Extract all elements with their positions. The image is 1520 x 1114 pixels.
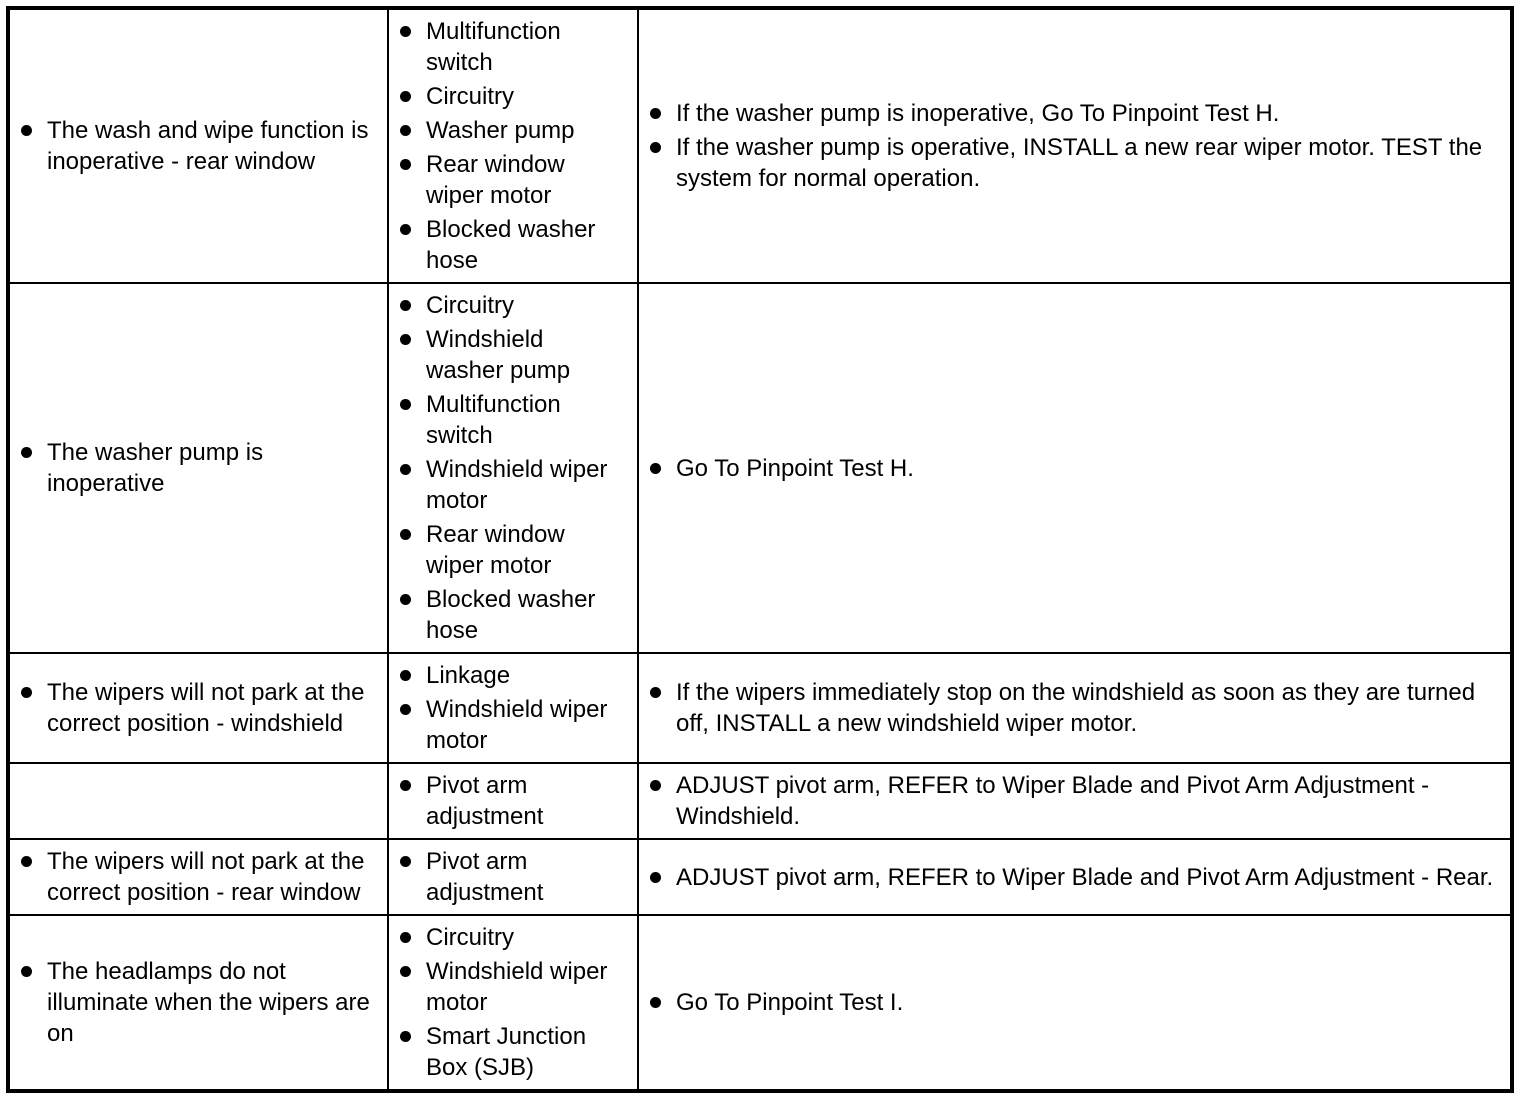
action-list (649, 862, 1500, 893)
table-row (8, 8, 1512, 283)
table-row (8, 283, 1512, 653)
condition-cell (8, 283, 388, 653)
bullet-item: Rear window wiper motor (399, 149, 627, 211)
condition-cell (8, 915, 388, 1091)
bullet-item: Circuitry (399, 81, 627, 112)
bullet-item: If the wipers immediately stop on the windshield as soon as they are turned off, INSTALL a new windshield wiper motor. (649, 677, 1500, 739)
bullet-item: Multifunction switch (399, 16, 627, 78)
condition-list (20, 115, 377, 177)
possible-sources-cell (388, 653, 638, 763)
condition-cell-empty (8, 763, 388, 839)
action-cell (638, 839, 1512, 915)
bullet-item: Washer pump (399, 115, 627, 146)
condition-cell (8, 839, 388, 915)
bullet-item: The wipers will not park at the correct position - rear window (20, 846, 377, 908)
diagnostics-table-body (8, 8, 1512, 1091)
bullet-item: Blocked washer hose (399, 584, 627, 646)
bullet-item: Circuitry (399, 290, 627, 321)
bullet-item: Windshield wiper motor (399, 956, 627, 1018)
action-list (649, 98, 1500, 194)
condition-list (20, 846, 377, 908)
bullet-item: Go To Pinpoint Test I. (649, 987, 1500, 1018)
possible-sources-cell (388, 283, 638, 653)
table-row (8, 915, 1512, 1091)
table-row (8, 763, 1512, 839)
action-list (649, 453, 1500, 484)
bullet-item: If the washer pump is operative, INSTALL a new rear wiper motor. TEST the system for normal operation. (649, 132, 1500, 194)
possible-sources-list (399, 846, 627, 908)
possible-sources-cell (388, 763, 638, 839)
condition-list (20, 956, 377, 1049)
bullet-item: The washer pump is inoperative (20, 437, 377, 499)
bullet-item: ADJUST pivot arm, REFER to Wiper Blade and Pivot Arm Adjustment - Windshield. (649, 770, 1500, 832)
action-cell (638, 283, 1512, 653)
possible-sources-list (399, 922, 627, 1083)
condition-cell (8, 8, 388, 283)
bullet-item: Smart Junction Box (SJB) (399, 1021, 627, 1083)
bullet-item: Linkage (399, 660, 627, 691)
bullet-item: The wipers will not park at the correct position - windshield (20, 677, 377, 739)
bullet-item: Blocked washer hose (399, 214, 627, 276)
bullet-item: Windshield washer pump (399, 324, 627, 386)
possible-sources-list (399, 660, 627, 756)
possible-sources-list (399, 16, 627, 276)
bullet-item: Go To Pinpoint Test H. (649, 453, 1500, 484)
bullet-item: Multifunction switch (399, 389, 627, 451)
possible-sources-list (399, 770, 627, 832)
diagnostics-table (6, 6, 1514, 1093)
bullet-item: Pivot arm adjustment (399, 770, 627, 832)
possible-sources-cell (388, 839, 638, 915)
table-row (8, 839, 1512, 915)
action-cell (638, 653, 1512, 763)
possible-sources-cell (388, 915, 638, 1091)
bullet-item: Circuitry (399, 922, 627, 953)
bullet-item: Windshield wiper motor (399, 454, 627, 516)
action-cell (638, 763, 1512, 839)
bullet-item: Windshield wiper motor (399, 694, 627, 756)
possible-sources-cell (388, 8, 638, 283)
bullet-item: The headlamps do not illuminate when the wipers are on (20, 956, 377, 1049)
action-list (649, 987, 1500, 1018)
bullet-item: Pivot arm adjustment (399, 846, 627, 908)
action-list (649, 677, 1500, 739)
possible-sources-list (399, 290, 627, 646)
condition-list (20, 677, 377, 739)
bullet-item: The wash and wipe function is inoperative - rear window (20, 115, 377, 177)
table-row (8, 653, 1512, 763)
bullet-item: Rear window wiper motor (399, 519, 627, 581)
bullet-item: If the washer pump is inoperative, Go To Pinpoint Test H. (649, 98, 1500, 129)
action-list (649, 770, 1500, 832)
action-cell (638, 915, 1512, 1091)
condition-cell (8, 653, 388, 763)
condition-list (20, 437, 377, 499)
action-cell (638, 8, 1512, 283)
bullet-item: ADJUST pivot arm, REFER to Wiper Blade and Pivot Arm Adjustment - Rear. (649, 862, 1500, 893)
